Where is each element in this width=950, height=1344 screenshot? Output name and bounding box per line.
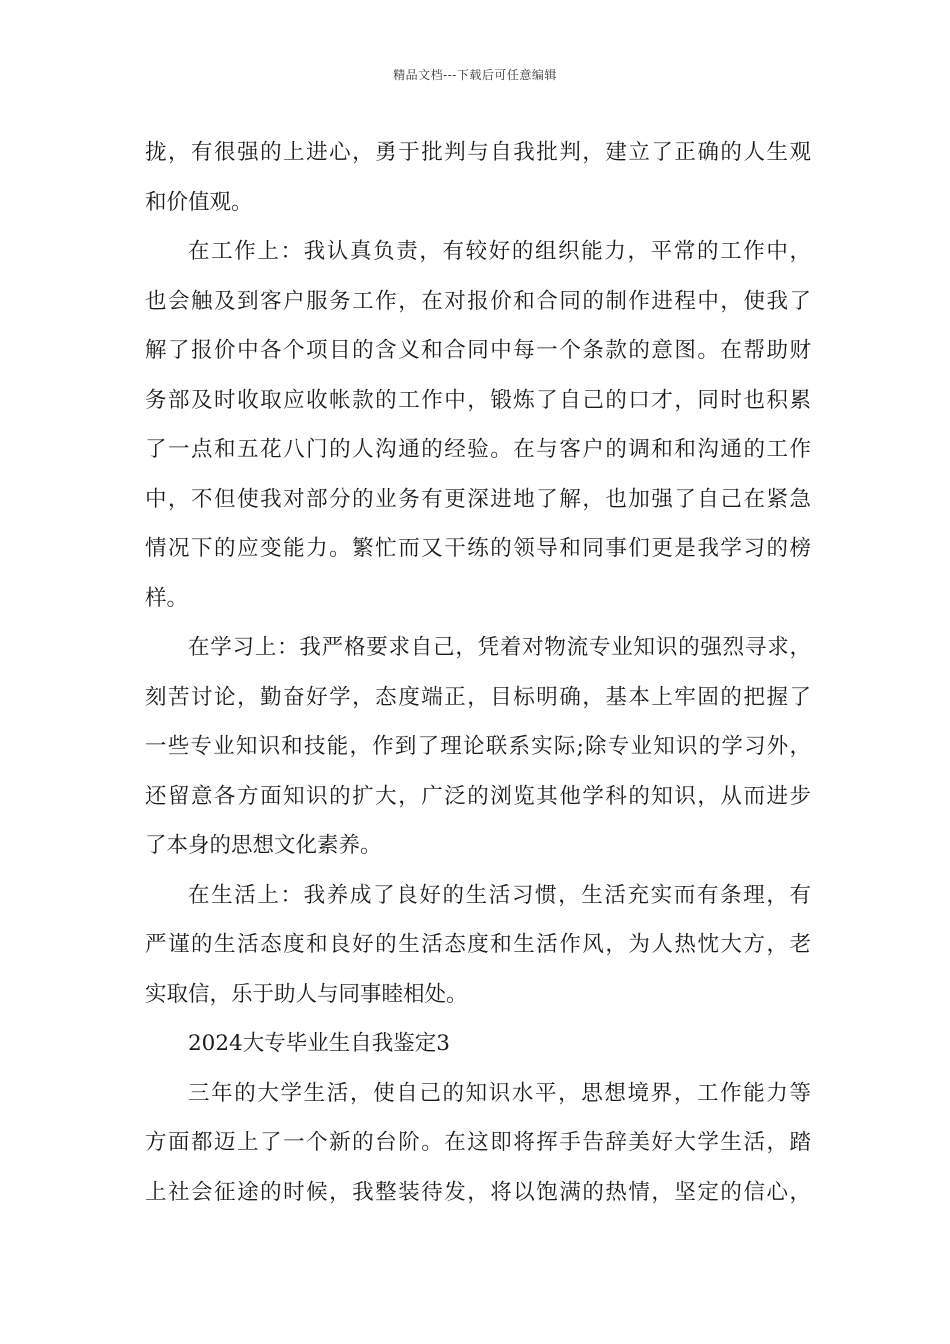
text-line: 了本身的思想文化素养。 <box>145 833 382 858</box>
text-line: 一些专业知识和技能，作到了理论联系实际;除专业知识的学习外， <box>145 734 811 759</box>
text-line: 上社会征途的时候，我整装待发，将以饱满的热情，坚定的信心， <box>145 1179 811 1205</box>
text-line: 拢，有很强的上进心，勇于批判与自我批判，建立了正确的人生观 <box>145 140 811 165</box>
text-line: 方面都迈上了一个新的台阶。在这即将挥手告辞美好大学生活，踏 <box>145 1130 811 1155</box>
text-line: 在生活上：我养成了良好的生活习惯，生活充实而有条理，有 <box>188 882 811 908</box>
page-header: 精品文档---下载后可任意编辑 <box>393 68 557 82</box>
text-line: 务部及时收取应收帐款的工作中，锻炼了自己的口才，同时也积累 <box>145 387 811 413</box>
text-line: 也会触及到客户服务工作，在对报价和合同的制作进程中，使我了 <box>145 288 811 314</box>
text-line: 样。 <box>145 585 189 611</box>
text-line: 在工作上：我认真负责，有较好的组织能力，平常的工作中， <box>188 239 811 264</box>
text-line: 在学习上：我严格要求自己，凭着对物流专业知识的强烈寻求， <box>188 635 811 660</box>
text-line: 严谨的生活态度和良好的生活态度和生活作风，为人热忱大方，老 <box>145 932 811 957</box>
text-line: 刻苦讨论，勤奋好学，态度端正，目标明确，基本上牢固的把握了 <box>145 684 811 710</box>
text-line: 解了报价中各个项目的含义和合同中每一个条款的意图。在帮助财 <box>145 338 811 363</box>
text-line: 和价值观。 <box>145 189 253 215</box>
text-line: 中，不但使我对部分的业务有更深进地了解，也加强了自己在紧急 <box>145 486 811 512</box>
text-line: 三年的大学生活，使自己的知识水平，思想境界，工作能力等 <box>188 1080 811 1106</box>
text-line: 还留意各方面知识的扩大，广泛的浏览其他学科的知识，从而进步 <box>145 783 811 809</box>
document-body <box>145 128 811 1217</box>
text-line: 实取信，乐于助人与同事睦相处。 <box>145 981 468 1007</box>
text-line: 情况下的应变能力。繁忙而又干练的领导和同事们更是我学习的榜 <box>145 536 811 561</box>
text-line: 了一点和五花八门的人沟通的经验。在与客户的调和和沟通的工作 <box>145 437 811 462</box>
section-heading: 2024大专毕业生自我鉴定3 <box>188 1031 450 1056</box>
